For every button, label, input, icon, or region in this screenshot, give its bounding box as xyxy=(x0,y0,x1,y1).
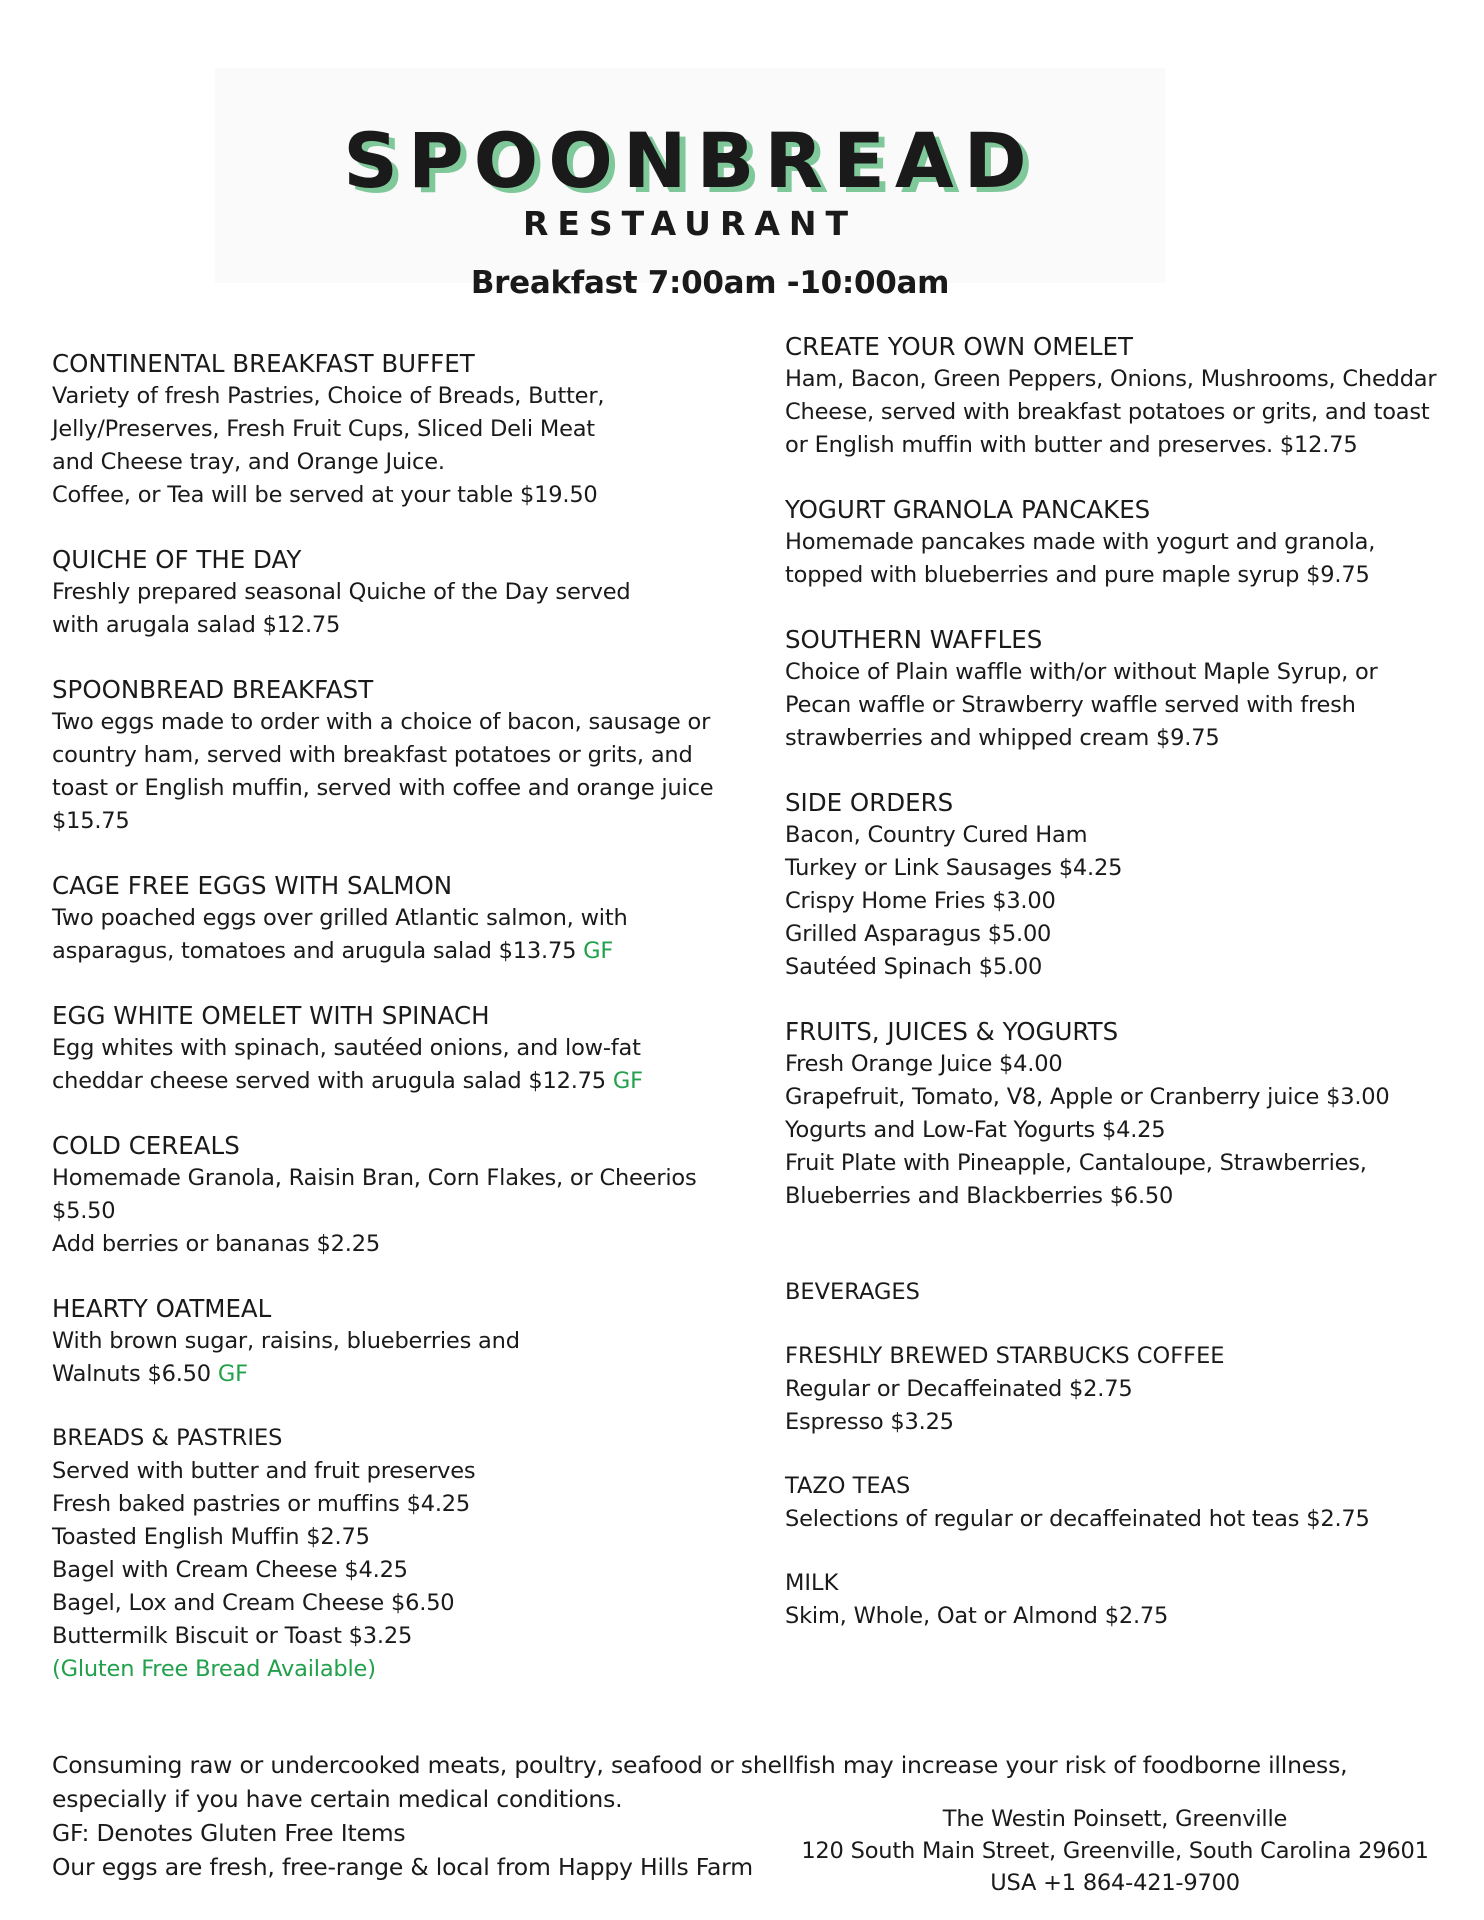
beverages-heading-block xyxy=(785,1276,1465,1309)
item-line: Fresh Orange Juice $4.00 xyxy=(785,1051,1063,1077)
menu-item-yogurt-pancakes xyxy=(785,493,1465,592)
menu-item-spoonbread-breakfast xyxy=(52,673,742,838)
item-title: BREADS & PASTRIES xyxy=(52,1425,283,1451)
item-title: SOUTHERN WAFFLES xyxy=(785,625,1043,654)
menu-item-side-orders xyxy=(785,786,1465,984)
item-title: COLD CEREALS xyxy=(52,1131,240,1160)
spacer xyxy=(785,1244,1465,1276)
item-line: Two eggs made to order with a choice of bacon, sausage or xyxy=(52,709,711,735)
menu-item-hearty-oatmeal xyxy=(52,1292,742,1391)
item-line: Pecan waffle or Strawberry waffle served with fresh xyxy=(785,692,1356,718)
item-line: Freshly prepared seasonal Quiche of the Day served xyxy=(52,579,631,605)
item-title: YOGURT GRANOLA PANCAKES xyxy=(785,495,1151,524)
item-line: Grilled Asparagus $5.00 xyxy=(785,921,1052,947)
item-line: country ham, served with breakfast potatoes or grits, and xyxy=(52,742,693,768)
item-line: and Cheese tray, and Orange Juice. xyxy=(52,449,445,475)
item-line: with arugala salad $12.75 xyxy=(52,612,341,638)
menu-item-tazo-teas xyxy=(785,1470,1465,1536)
item-line: Yogurts and Low-Fat Yogurts $4.25 xyxy=(785,1117,1166,1143)
item-line: cheddar cheese served with arugula salad $12.75 xyxy=(52,1068,606,1094)
item-line: Ham, Bacon, Green Peppers, Onions, Mushrooms, Cheddar xyxy=(785,366,1437,392)
item-line: Homemade pancakes made with yogurt and granola, xyxy=(785,529,1376,555)
item-title: MILK xyxy=(785,1570,839,1596)
gluten-free-badge: GF xyxy=(612,1068,643,1094)
address-line: USA +1 864-421-9700 xyxy=(990,1870,1240,1896)
hotel-address xyxy=(795,1803,1435,1899)
item-line: Crispy Home Fries $3.00 xyxy=(785,888,1056,914)
menu-item-fruits-juices xyxy=(785,1015,1465,1213)
item-line: Selections of regular or decaffeinated hot teas $2.75 xyxy=(785,1506,1370,1532)
item-line: Choice of Plain waffle with/or without Maple Syrup, or xyxy=(785,659,1378,685)
item-line-with-gf xyxy=(52,1065,742,1098)
item-line: Sautéed Spinach $5.00 xyxy=(785,954,1043,980)
menu-right-column xyxy=(785,330,1465,1664)
restaurant-logo xyxy=(215,68,1165,283)
item-title: TAZO TEAS xyxy=(785,1473,911,1499)
item-title: SIDE ORDERS xyxy=(785,788,954,817)
item-line: Blueberries and Blackberries $6.50 xyxy=(785,1183,1174,1209)
logo-subtitle: RESTAURANT xyxy=(522,204,858,243)
item-line: Coffee, or Tea will be served at your table $19.50 xyxy=(52,482,598,508)
menu-item-cold-cereals xyxy=(52,1129,742,1261)
menu-item-quiche xyxy=(52,543,742,642)
item-line: asparagus, tomatoes and arugula salad $13.75 xyxy=(52,938,577,964)
item-line-with-gf xyxy=(52,935,742,968)
menu-item-egg-white-omelet xyxy=(52,999,742,1098)
item-line: $15.75 xyxy=(52,808,130,834)
item-line-with-gf xyxy=(52,1358,742,1391)
menu-item-create-omelet xyxy=(785,330,1465,462)
item-line: With brown sugar, raisins, blueberries and xyxy=(52,1328,520,1354)
item-line: Cheese, served with breakfast potatoes or grits, and toast xyxy=(785,399,1430,425)
item-line: Turkey or Link Sausages $4.25 xyxy=(785,855,1123,881)
item-title: CONTINENTAL BREAKFAST BUFFET xyxy=(52,349,475,378)
gluten-free-badge: GF xyxy=(583,938,614,964)
menu-item-milk xyxy=(785,1567,1465,1633)
item-line: strawberries and whipped cream $9.75 xyxy=(785,725,1220,751)
item-title: SPOONBREAD BREAKFAST xyxy=(52,675,374,704)
menu-item-starbucks-coffee xyxy=(785,1340,1465,1439)
logo-name: SPOONBREAD xyxy=(343,116,1037,205)
item-title: QUICHE OF THE DAY xyxy=(52,545,302,574)
item-title: CREATE YOUR OWN OMELET xyxy=(785,332,1133,361)
item-title: FRUITS, JUICES & YOGURTS xyxy=(785,1017,1119,1046)
item-line: Egg whites with spinach, sautéed onions, and low-fat xyxy=(52,1035,641,1061)
item-title: EGG WHITE OMELET WITH SPINACH xyxy=(52,1001,490,1030)
item-line: Fresh baked pastries or muffins $4.25 xyxy=(52,1491,471,1517)
item-line: Toasted English Muffin $2.75 xyxy=(52,1524,370,1550)
item-title: HEARTY OATMEAL xyxy=(52,1294,272,1323)
item-line: Two poached eggs over grilled Atlantic salmon, with xyxy=(52,905,628,931)
item-line: Espresso $3.25 xyxy=(785,1409,954,1435)
menu-item-continental-buffet xyxy=(52,347,742,512)
item-title: CAGE FREE EGGS WITH SALMON xyxy=(52,871,453,900)
gluten-free-bread-note: (Gluten Free Bread Available) xyxy=(52,1656,376,1682)
gluten-free-legend: GF: Denotes Gluten Free Items xyxy=(52,1819,406,1847)
item-line: or English muffin with butter and preserves. $12.75 xyxy=(785,432,1358,458)
item-line: Walnuts $6.50 xyxy=(52,1361,211,1387)
menu-item-breads-pastries xyxy=(52,1422,742,1686)
item-title: FRESHLY BREWED STARBUCKS COFFEE xyxy=(785,1343,1225,1369)
item-line: Add berries or bananas $2.25 xyxy=(52,1231,380,1257)
food-safety-warning: Consuming raw or undercooked meats, poultry, seafood or shellfish may increase your risk of foodborne illness, especially if you have certain medical conditions. xyxy=(52,1751,1348,1813)
item-line: Fruit Plate with Pineapple, Cantaloupe, Strawberries, xyxy=(785,1150,1367,1176)
beverages-heading: BEVERAGES xyxy=(785,1279,920,1305)
item-line: $5.50 xyxy=(52,1198,116,1224)
menu-item-southern-waffles xyxy=(785,623,1465,755)
item-line: Buttermilk Biscuit or Toast $3.25 xyxy=(52,1623,413,1649)
item-line: Jelly/Preserves, Fresh Fruit Cups, Sliced Deli Meat xyxy=(52,416,595,442)
menu-item-eggs-salmon xyxy=(52,869,742,968)
item-line: Bagel, Lox and Cream Cheese $6.50 xyxy=(52,1590,455,1616)
item-line: Variety of fresh Pastries, Choice of Breads, Butter, xyxy=(52,383,605,409)
eggs-source-note: Our eggs are fresh, free-range & local from Happy Hills Farm xyxy=(52,1853,753,1881)
item-line: Bagel with Cream Cheese $4.25 xyxy=(52,1557,408,1583)
item-line: Served with butter and fruit preserves xyxy=(52,1458,476,1484)
menu-left-column xyxy=(52,347,742,1717)
item-line: Homemade Granola, Raisin Bran, Corn Flakes, or Cheerios xyxy=(52,1165,697,1191)
breakfast-hours: Breakfast 7:00am -10:00am xyxy=(470,265,950,301)
item-line: topped with blueberries and pure maple syrup $9.75 xyxy=(785,562,1370,588)
item-line: Bacon, Country Cured Ham xyxy=(785,822,1088,848)
item-line: Grapefruit, Tomato, V8, Apple or Cranberry juice $3.00 xyxy=(785,1084,1390,1110)
item-line: Regular or Decaffeinated $2.75 xyxy=(785,1376,1133,1402)
item-line: toast or English muffin, served with coffee and orange juice xyxy=(52,775,714,801)
address-line: The Westin Poinsett, Greenville xyxy=(942,1806,1288,1832)
gluten-free-badge: GF xyxy=(217,1361,248,1387)
address-line: 120 South Main Street, Greenville, South Carolina 29601 xyxy=(801,1838,1429,1864)
item-line: Skim, Whole, Oat or Almond $2.75 xyxy=(785,1603,1169,1629)
